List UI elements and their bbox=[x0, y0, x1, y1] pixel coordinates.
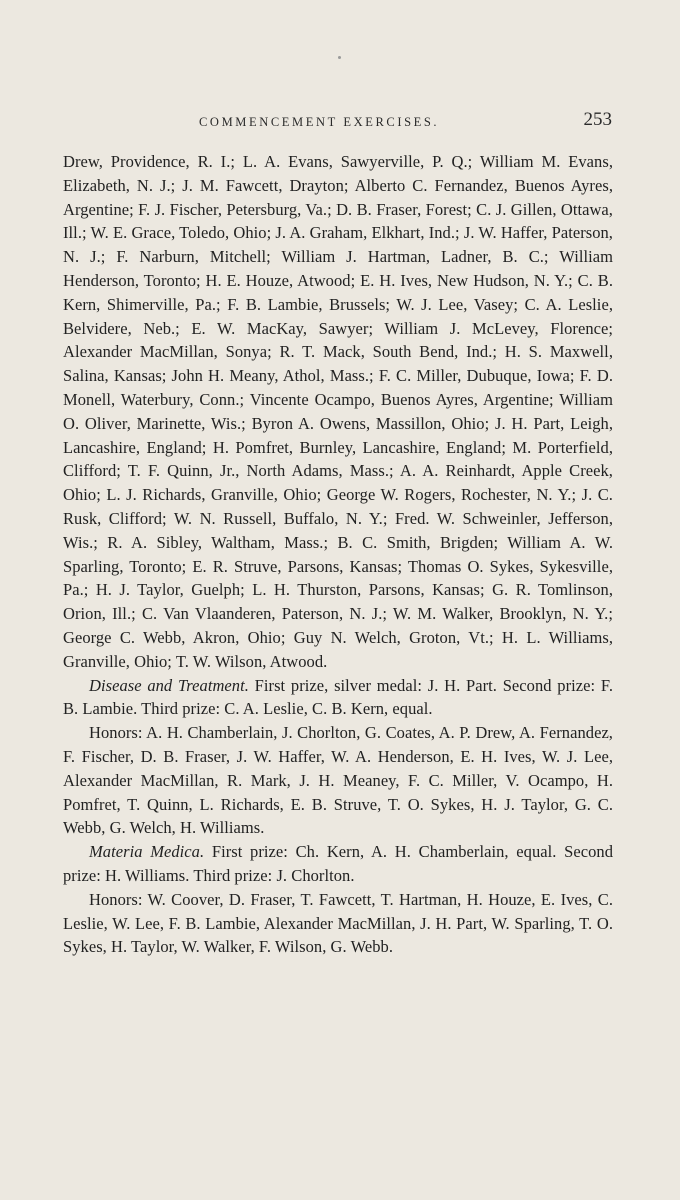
paragraph-text: Honors: A. H. Chamberlain, J. Chorlton, G. Coates, A. P. Drew, A. Fernandez, F. Fischer, D. B. Fraser, J. W. Haffer, W. A. Henderson, E. H. Ives, W. J. Lee, Alexander MacMillan, R. Mark, J. H. Meaney, F. C. Miller, V. Ocampo, H. Pomfret, T. Quinn, L. Richards, E. B. Struve, T. O. Sykes, H. J. Taylor, G. C. Webb, G. Welch, H. Williams. bbox=[63, 723, 613, 838]
paragraph-disease-treatment-prizes bbox=[63, 674, 613, 722]
running-head bbox=[64, 109, 612, 135]
paragraph-text: Drew, Providence, R. I.; L. A. Evans, Sawyerville, P. Q.; William M. Evans, Elizabeth, N. J.; J. M. Fawcett, Drayton; Alberto C. Fernandez, Buenos Ayres, Argentine; F. J. Fischer, Petersburg, Va.; D. B. Fraser, Forest; C. J. Gillen, Ottawa, Ill.; W. E. Grace, Toledo, Ohio; J. A. Graham, Elkhart, Ind.; J. W. Haffer, Paterson, N. J.; F. Narburn, Mitchell; William J. Hartman, Ladner, B. C.; William Henderson, Toronto; H. E. Houze, Atwood; E. H. Ives, New Hudson, N. Y.; C. B. Kern, Shimerville, Pa.; F. B. Lambie, Brussels; W. J. Lee, Vasey; C. A. Leslie, Belvidere, Neb.; E. W. MacKay, Sawyer; William J. McLevey, Florence; Alexander MacMillan, Sonya; R. T. Mack, South Bend, Ind.; H. S. Maxwell, Salina, Kansas; John H. Meany, Athol, Mass.; F. C. Miller, Dubuque, Iowa; F. D. Monell, Waterbury, Conn.; Vincente Ocampo, Buenos Ayres, Argentine; William O. Oliver, Marinette, Wis.; Byron A. Owens, Massillon, Ohio; J. H. Part, Leigh, Lancashire, England; H. Pomfret, Burnley, Lancashire, England; M. Porterfield, Clifford; T. F. Quinn, Jr., North Adams, Mass.; A. A. Reinhardt, Apple Creek, Ohio; L. J. Richards, Granville, Ohio; George W. Rogers, Rochester, N. Y.; J. C. Rusk, Clifford; W. N. Russell, Buffalo, N. Y.; Fred. W. Schweinler, Jefferson, Wis.; R. A. Sibley, Waltham, Mass.; B. C. Smith, Brigden; William A. W. Sparling, Toronto; E. R. Struve, Parsons, Kansas; Thomas O. Sykes, Sykesville, Pa.; H. J. Taylor, Guelph; L. H. Thurston, Parsons, Kansas; G. R. Tomlinson, Orion, Ill.; C. Van Vlaanderen, Paterson, N. J.; W. M. Walker, Brooklyn, N. Y.; George C. Webb, Akron, Ohio; Guy N. Welch, Groton, Vt.; H. L. Williams, Granville, Ohio; T. W. Wilson, Atwood. bbox=[63, 152, 613, 671]
section-lead-materia-medica: Materia Medica. bbox=[89, 842, 205, 862]
paragraph-text: Honors: W. Coover, D. Fraser, T. Fawcett, T. Hartman, H. Houze, E. Ives, C. Leslie, W. Lee, F. B. Lambie, Alexander MacMillan, J. H. Part, W. Sparling, T. O. Sykes, H. Taylor, W. Walker, F. Wilson, G. Webb. bbox=[63, 889, 613, 957]
page-number: 253 bbox=[583, 109, 612, 130]
body-text bbox=[63, 150, 613, 959]
paragraph-materia-medica-prizes bbox=[63, 840, 613, 888]
running-title: COMMENCEMENT EXERCISES. bbox=[199, 115, 440, 129]
paragraph-disease-treatment-honors bbox=[63, 721, 613, 840]
paragraph-materia-medica-honors bbox=[63, 888, 613, 959]
paragraph-student-list bbox=[63, 150, 613, 674]
page-dot-mark bbox=[338, 56, 341, 59]
paragraph-text: First prize: Ch. Kern, A. H. Chamberlain, equal. Second prize: H. Williams. Third prize: J. Chorlton. bbox=[63, 842, 613, 885]
section-lead-disease-treatment: Disease and Treatment. bbox=[89, 675, 249, 695]
paragraph-text: First prize, silver medal: J. H. Part. Second prize: F. B. Lambie. Third prize: C. A. Leslie, C. B. Kern, equal. bbox=[63, 675, 613, 719]
